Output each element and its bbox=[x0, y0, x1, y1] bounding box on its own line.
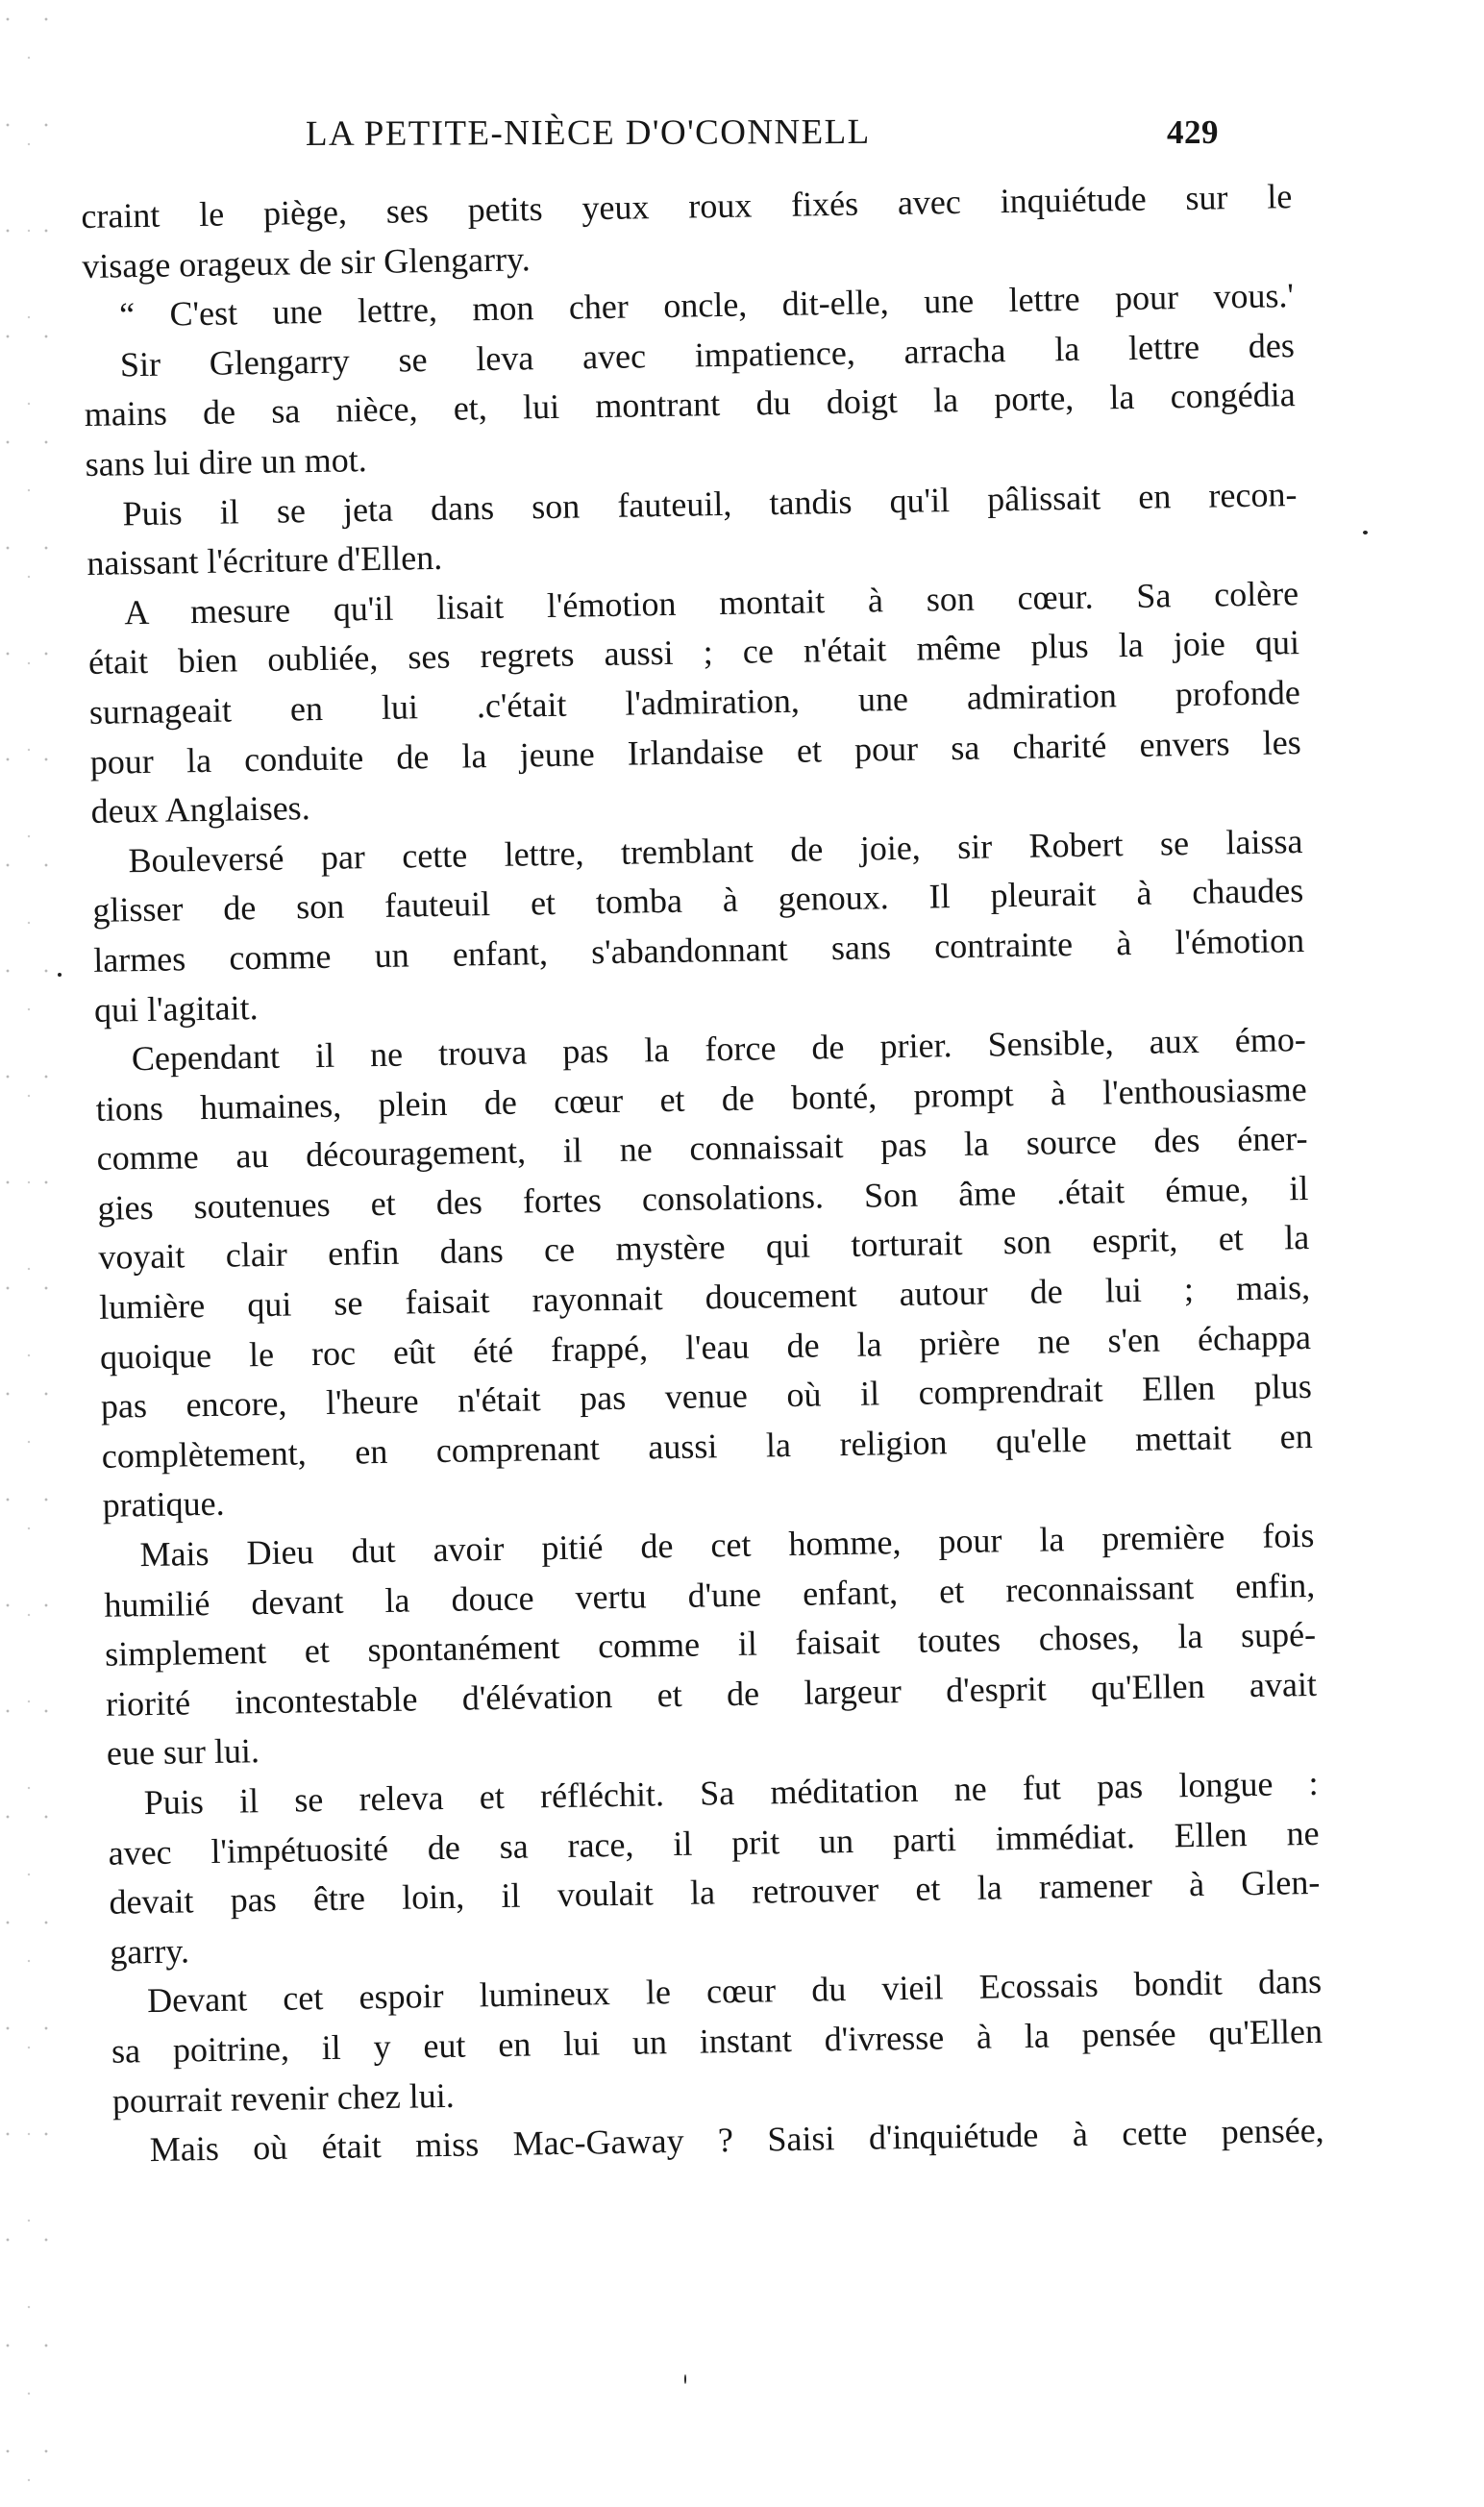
text-line: Mais Dieu dut avoir pitié de cet homme, pour la première fois bbox=[139, 1515, 1315, 1575]
text-line: garry. bbox=[110, 1931, 190, 1972]
text-line: deux Anglaises. bbox=[90, 788, 310, 832]
text-line: Bouleversé par cette lettre, tremblant de joie, sir Robert se laissa bbox=[128, 821, 1303, 880]
text-line: Puis il se releva et réfléchit. Sa méditation ne fut pas longue : bbox=[143, 1763, 1319, 1823]
text-line: A mesure qu'il lisait l'émotion montait à son cœur. Sa colère bbox=[123, 573, 1299, 633]
page-edge-speckle bbox=[0, 0, 67, 2507]
text-line: pourrait revenir chez lui. bbox=[111, 2075, 456, 2121]
text-line: Cependant il ne trouva pas la force de prier. Sensible, aux émo- bbox=[131, 1020, 1307, 1079]
text-line: sa poitrine, il y eut en lui un instant d'ivresse à la pensée qu'Ellen bbox=[111, 2011, 1323, 2071]
text-line: surnageait en lui .c'était l'admiration, une admiration profonde bbox=[88, 672, 1301, 732]
text-line: larmes comme un enfant, s'abandonnant sans contrainte à l'émotion bbox=[92, 920, 1305, 980]
text-line: pas encore, l'heure n'était pas venue où il comprendrait Ellen plus bbox=[100, 1367, 1313, 1427]
text-line: glisser de son fauteuil et tomba à genoux. Il pleurait à chaudes bbox=[92, 871, 1304, 931]
text-line: Devant cet espoir lumineux le cœur du vieil Ecossais bondit dans bbox=[146, 1962, 1323, 2021]
text-line: avec l'impétuosité de sa race, il prit un parti immédiat. Ellen ne bbox=[108, 1813, 1320, 1873]
ink-speck bbox=[684, 2374, 686, 2384]
text-line: visage orageux de sir Glengarry. bbox=[81, 238, 532, 285]
text-line: quoique le roc eût été frappé, l'eau de la prière ne s'en échappa bbox=[99, 1317, 1312, 1377]
text-line: complètement, en comprenant aussi la religion qu'elle mettait en bbox=[101, 1416, 1313, 1476]
body-text bbox=[81, 172, 1324, 2175]
text-line: craint le piège, ses petits yeux roux fixés avec inquiétude sur le bbox=[81, 177, 1293, 236]
text-line: Mais où était miss Mac-Gaway ? Saisi d'inquiétude à cette pensée, bbox=[149, 2110, 1324, 2170]
text-line: mains de sa nièce, et, lui montrant du doigt la porte, la congédia bbox=[84, 375, 1296, 434]
running-title: LA PETITE-NIÈCE D'O'CONNELL bbox=[305, 112, 871, 154]
page-header bbox=[0, 113, 1484, 171]
page-number: 429 bbox=[1167, 113, 1219, 151]
text-line: pratique. bbox=[102, 1484, 225, 1526]
text-line: sans lui dire un mot. bbox=[85, 440, 367, 484]
text-line: était bien oubliée, ses regrets aussi ; ce n'était même plus la joie qui bbox=[87, 623, 1300, 683]
text-line: riorité incontestable d'élévation et de largeur d'esprit qu'Ellen avait bbox=[105, 1664, 1318, 1724]
text-line: tions humaines, plein de cœur et de bonté, prompt à l'enthousiasme bbox=[95, 1069, 1307, 1129]
text-line: eue sur lui. bbox=[106, 1731, 260, 1774]
text-line: humilié devant la douce vertu d'une enfant, et reconnaissant enfin, bbox=[104, 1565, 1316, 1625]
text-line: devait pas être loin, il voulait la retrouver et la ramener à Glen- bbox=[109, 1863, 1321, 1922]
text-line: Sir Glengarry se leva avec impatience, arracha la lettre des bbox=[119, 325, 1296, 385]
text-line: Puis il se jeta dans son fauteuil, tandis qu'il pâlissait en recon- bbox=[122, 474, 1298, 533]
text-line: gies soutenues et des fortes consolations. Son âme .était émue, il bbox=[97, 1168, 1309, 1228]
text-line: voyait clair enfin dans ce mystère qui torturait son esprit, et la bbox=[98, 1218, 1310, 1278]
text-line: pour la conduite de la jeune Irlandaise et pour sa charité envers les bbox=[89, 722, 1301, 782]
text-line: comme au découragement, il ne connaissait pas la source des éner- bbox=[96, 1119, 1308, 1179]
ink-speck bbox=[58, 973, 62, 977]
text-line: lumière qui se faisait rayonnait doucement autour de lui ; mais, bbox=[98, 1268, 1311, 1327]
ink-speck bbox=[1363, 531, 1368, 534]
text-line: “ C'est une lettre, mon cher oncle, dit-elle, une lettre pour vous.' bbox=[118, 276, 1295, 335]
text-line: qui l'agitait. bbox=[93, 987, 259, 1030]
text-line: naissant l'écriture d'Ellen. bbox=[87, 537, 443, 583]
text-line: simplement et spontanément comme il faisait toutes choses, la supé- bbox=[104, 1615, 1317, 1675]
